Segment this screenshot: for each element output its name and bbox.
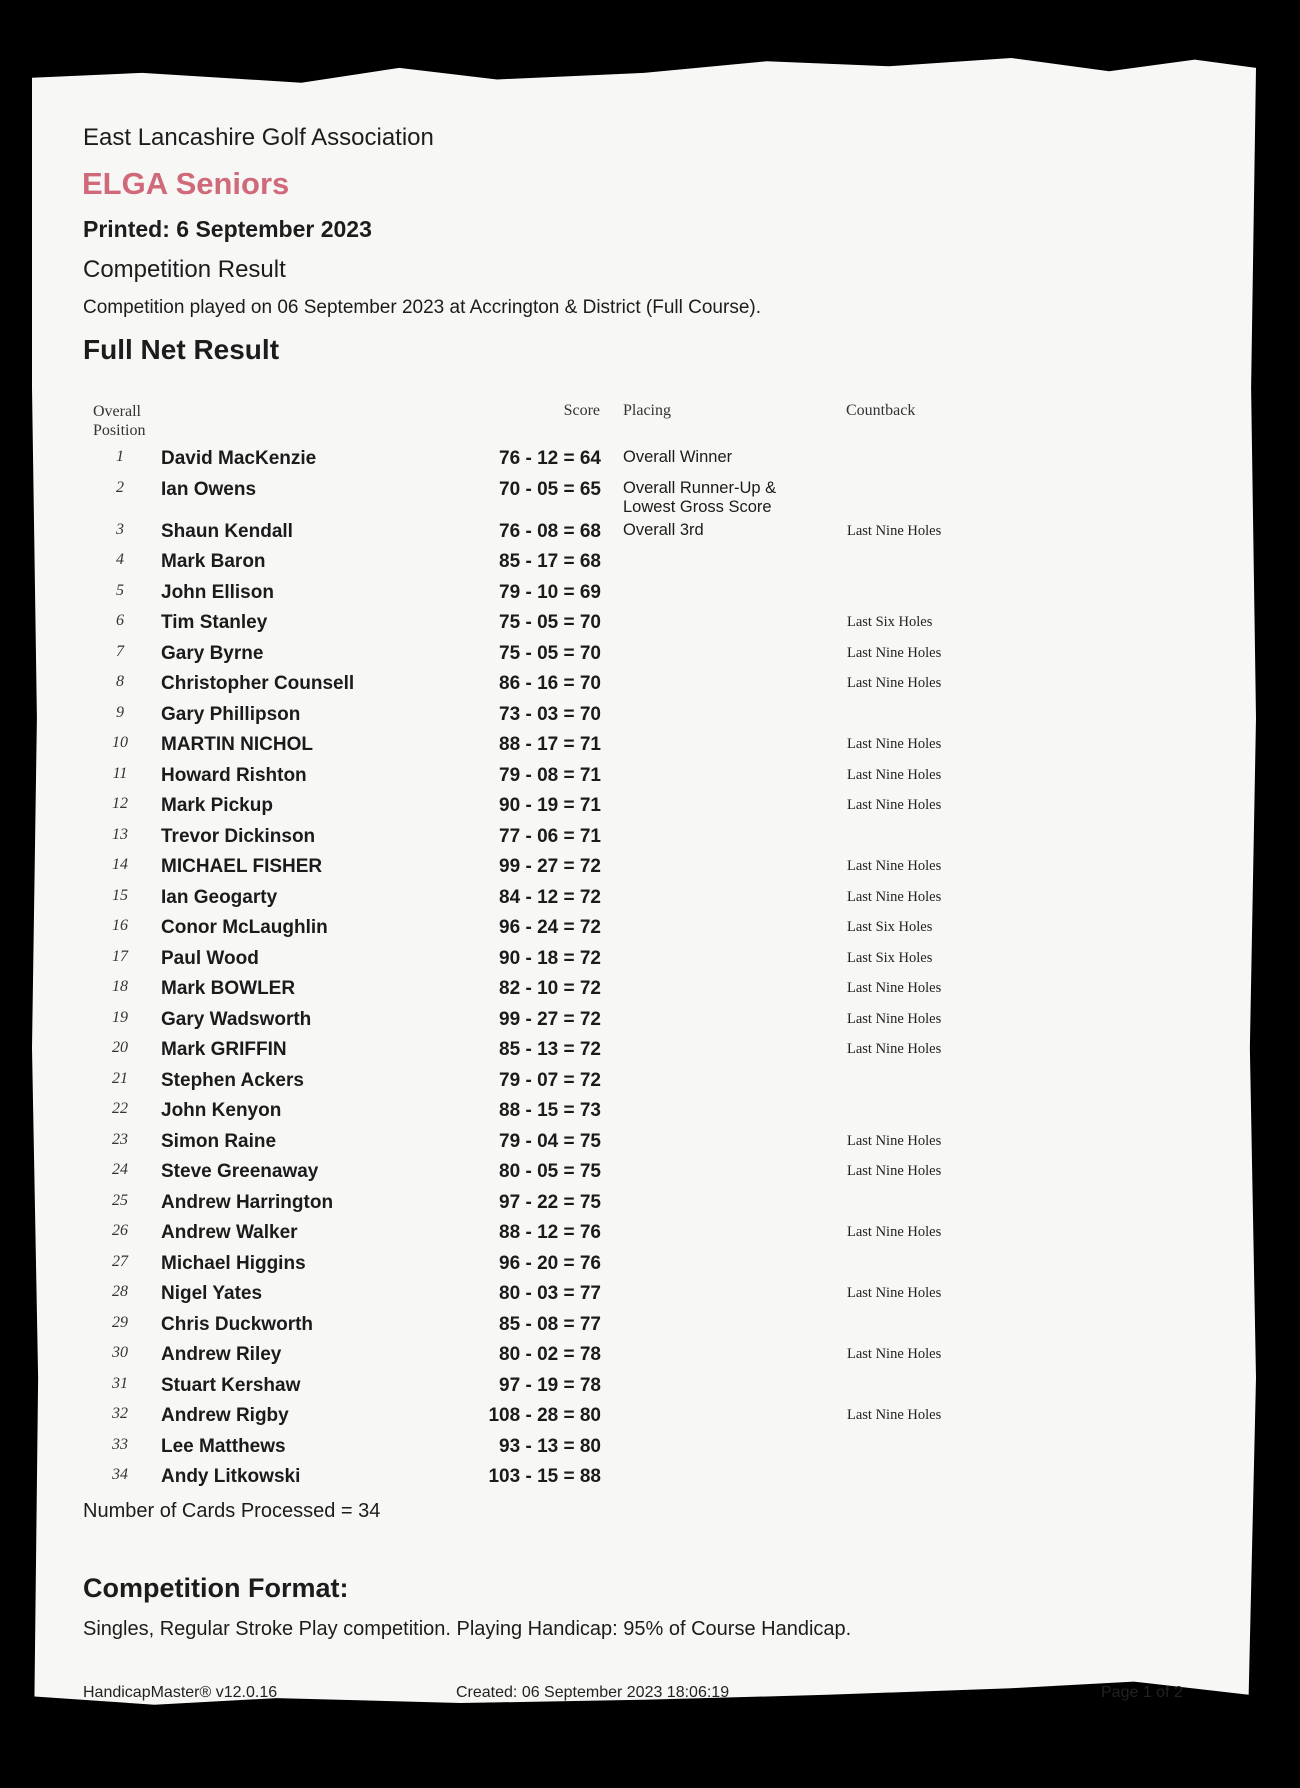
footer-software: HandicapMaster® v12.0.16 — [83, 1684, 278, 1701]
player-name: Mark Baron — [161, 551, 266, 572]
table-row — [0, 641, 1300, 672]
position-cell: 22 — [112, 1100, 128, 1117]
table-row — [0, 1434, 1300, 1465]
score-cell: 88 - 12 = 76 — [499, 1222, 601, 1243]
position-cell: 25 — [112, 1191, 128, 1209]
placing-cell: Overall 3rd — [623, 520, 704, 539]
format-heading: Competition Format: — [83, 1573, 349, 1603]
table-row — [0, 854, 1300, 885]
position-cell: 12 — [112, 795, 128, 812]
player-name: Stuart Kershaw — [161, 1374, 301, 1396]
score-cell: 82 - 10 = 72 — [499, 978, 601, 999]
player-name: Trevor Dickinson — [161, 825, 316, 847]
column-header-position-line1: Overall — [93, 403, 141, 420]
table-row — [0, 1251, 1300, 1282]
position-cell: 15 — [112, 886, 128, 904]
player-name: Andy Litkowski — [161, 1466, 301, 1487]
countback-cell: Last Nine Holes — [847, 1285, 942, 1301]
score-cell: 103 - 15 = 88 — [488, 1466, 601, 1487]
position-cell: 24 — [112, 1161, 128, 1178]
table-row — [0, 1068, 1300, 1099]
position-cell: 21 — [112, 1069, 128, 1087]
page-title: ELGA Seniors — [82, 166, 290, 201]
position-cell: 31 — [112, 1374, 128, 1392]
player-name: Gary Byrne — [161, 642, 264, 664]
table-row — [0, 824, 1300, 855]
player-name: Conor McLaughlin — [161, 917, 328, 938]
position-cell: 26 — [112, 1222, 128, 1239]
countback-cell: Last Nine Holes — [847, 1010, 942, 1027]
position-cell: 6 — [116, 612, 124, 629]
table-row — [0, 732, 1300, 763]
format-description: Singles, Regular Stroke Play competition. Playing Handicap: 95% of Course Handicap. — [83, 1618, 852, 1640]
score-cell: 79 - 10 = 69 — [499, 581, 601, 603]
countback-cell: Last Nine Holes — [847, 1224, 942, 1240]
table-row — [0, 702, 1300, 733]
score-cell: 88 - 17 = 71 — [499, 734, 601, 755]
score-cell: 84 - 12 = 72 — [499, 886, 601, 908]
column-header-score: Score — [563, 402, 600, 419]
position-cell: 30 — [112, 1344, 128, 1361]
player-name: Steve Greenaway — [161, 1161, 319, 1182]
table-row — [0, 1220, 1300, 1251]
score-cell: 80 - 03 = 77 — [499, 1283, 601, 1304]
countback-cell: Last Six Holes — [847, 919, 933, 935]
position-cell: 2 — [116, 478, 124, 496]
table-row — [0, 549, 1300, 580]
table-row — [0, 1281, 1300, 1312]
player-name: MICHAEL FISHER — [161, 856, 323, 877]
table-row — [0, 915, 1300, 946]
position-cell: 34 — [112, 1466, 128, 1483]
score-cell: 76 - 08 = 68 — [499, 520, 601, 542]
table-row — [0, 946, 1300, 977]
position-cell: 7 — [116, 642, 124, 660]
table-row — [0, 1159, 1300, 1190]
countback-cell: Last Nine Holes — [847, 1041, 942, 1057]
player-name: Mark Pickup — [161, 795, 273, 816]
score-cell: 90 - 18 = 72 — [499, 947, 601, 969]
countback-cell: Last Nine Holes — [847, 888, 942, 905]
countback-cell: Last Nine Holes — [847, 980, 942, 996]
player-name: Michael Higgins — [161, 1252, 306, 1274]
position-cell: 18 — [112, 978, 128, 995]
score-cell: 75 - 05 = 70 — [499, 642, 601, 664]
score-cell: 79 - 04 = 75 — [499, 1130, 601, 1152]
position-cell: 28 — [112, 1283, 128, 1300]
player-name: Howard Rishton — [161, 764, 307, 786]
player-name: Mark GRIFFIN — [161, 1039, 287, 1060]
table-row — [0, 1373, 1300, 1404]
player-name: Andrew Harrington — [161, 1191, 334, 1213]
table-row — [0, 477, 1300, 519]
score-cell: 70 - 05 = 65 — [499, 478, 601, 500]
player-name: Mark BOWLER — [161, 978, 296, 999]
player-name: Nigel Yates — [161, 1283, 263, 1304]
section-heading: Full Net Result — [83, 334, 280, 365]
score-cell: 86 - 16 = 70 — [499, 673, 601, 694]
column-header-position-line2: Position — [93, 422, 146, 439]
organisation-name: East Lancashire Golf Association — [83, 124, 434, 151]
table-row — [0, 976, 1300, 1007]
score-cell: 97 - 19 = 78 — [499, 1374, 601, 1396]
position-cell: 5 — [116, 581, 124, 599]
countback-cell: Last Nine Holes — [847, 675, 942, 691]
cards-processed: Number of Cards Processed = 34 — [83, 1500, 381, 1522]
table-row — [0, 446, 1300, 477]
table-row — [0, 1403, 1300, 1434]
score-cell: 96 - 24 = 72 — [499, 917, 601, 938]
score-cell: 85 - 17 = 68 — [499, 551, 601, 572]
score-cell: 88 - 15 = 73 — [499, 1100, 601, 1121]
position-cell: 17 — [112, 947, 128, 965]
position-cell: 8 — [116, 673, 124, 690]
score-cell: 80 - 05 = 75 — [499, 1161, 601, 1182]
player-name: David MacKenzie — [161, 448, 317, 469]
player-name: Simon Raine — [161, 1130, 277, 1152]
position-cell: 20 — [112, 1039, 128, 1056]
position-cell: 14 — [112, 856, 128, 873]
countback-cell: Last Nine Holes — [847, 1407, 942, 1423]
footer-page: Page 1 of 2 — [1101, 1684, 1183, 1701]
countback-cell: Last Nine Holes — [847, 1132, 942, 1149]
position-cell: 10 — [112, 734, 128, 751]
table-row — [0, 1190, 1300, 1221]
score-cell: 93 - 13 = 80 — [499, 1435, 601, 1457]
score-cell: 99 - 27 = 72 — [499, 856, 601, 877]
countback-cell: Last Nine Holes — [847, 736, 942, 752]
player-name: Paul Wood — [161, 947, 259, 969]
score-cell: 73 - 03 = 70 — [499, 703, 601, 725]
table-row — [0, 610, 1300, 641]
table-row — [0, 1098, 1300, 1129]
position-cell: 32 — [112, 1405, 128, 1422]
player-name: John Ellison — [161, 581, 274, 603]
score-cell: 79 - 07 = 72 — [499, 1069, 601, 1091]
score-cell: 77 - 06 = 71 — [499, 825, 601, 847]
countback-cell: Last Nine Holes — [847, 1346, 942, 1362]
player-name: Andrew Rigby — [161, 1405, 289, 1426]
score-cell: 108 - 28 = 80 — [488, 1405, 601, 1426]
table-row — [0, 1129, 1300, 1160]
countback-cell: Last Nine Holes — [847, 1163, 942, 1179]
player-name: Ian Geogarty — [161, 886, 278, 908]
placing-cell: Overall Winner — [623, 448, 733, 466]
player-name: Stephen Ackers — [161, 1069, 304, 1091]
player-name: Gary Phillipson — [161, 703, 301, 725]
column-header-countback: Countback — [846, 402, 916, 419]
table-row — [0, 671, 1300, 702]
position-cell: 1 — [116, 448, 124, 465]
position-cell: 13 — [112, 825, 128, 843]
results-table — [0, 446, 1300, 1495]
position-cell: 16 — [112, 917, 128, 934]
player-name: Andrew Riley — [161, 1344, 282, 1365]
score-cell: 75 - 05 = 70 — [499, 612, 601, 633]
printed-date: Printed: 6 September 2023 — [83, 216, 372, 242]
score-cell: 96 - 20 = 76 — [499, 1252, 601, 1274]
player-name: Christopher Counsell — [161, 673, 355, 694]
table-row — [0, 1342, 1300, 1373]
table-row — [0, 793, 1300, 824]
position-cell: 33 — [112, 1435, 128, 1453]
table-row — [0, 519, 1300, 550]
competition-subtitle: Competition Result — [83, 256, 286, 283]
table-row — [0, 1007, 1300, 1038]
player-name: Gary Wadsworth — [161, 1008, 312, 1030]
countback-cell: Last Nine Holes — [847, 766, 942, 783]
player-name: Andrew Walker — [161, 1222, 298, 1243]
position-cell: 3 — [116, 520, 124, 538]
position-cell: 27 — [112, 1252, 128, 1270]
table-row — [0, 1037, 1300, 1068]
score-cell: 80 - 02 = 78 — [499, 1344, 601, 1365]
score-cell: 85 - 13 = 72 — [499, 1039, 601, 1060]
position-cell: 29 — [112, 1313, 128, 1331]
score-cell: 97 - 22 = 75 — [499, 1191, 601, 1213]
countback-cell: Last Nine Holes — [847, 858, 942, 874]
player-name: Shaun Kendall — [161, 520, 293, 542]
countback-cell: Last Nine Holes — [847, 644, 942, 661]
score-cell: 79 - 08 = 71 — [499, 764, 601, 786]
placing-cell: Overall Runner-Up & Lowest Gross Score — [623, 478, 777, 516]
position-cell: 11 — [112, 764, 128, 782]
position-cell: 4 — [116, 551, 124, 568]
countback-cell: Last Nine Holes — [847, 797, 942, 813]
table-row — [0, 1312, 1300, 1343]
player-name: Chris Duckworth — [161, 1313, 314, 1335]
score-cell: 90 - 19 = 71 — [499, 795, 601, 816]
score-cell: 99 - 27 = 72 — [499, 1008, 601, 1030]
column-header-position — [93, 402, 145, 440]
table-row — [0, 1464, 1300, 1495]
position-cell: 19 — [112, 1008, 128, 1026]
column-header-placing: Placing — [623, 402, 671, 419]
countback-cell: Last Six Holes — [847, 949, 933, 966]
footer-created: Created: 06 September 2023 18:06:19 — [456, 1684, 730, 1701]
table-row — [0, 885, 1300, 916]
competition-details: Competition played on 06 September 2023 at Accrington & District (Full Course). — [83, 297, 761, 318]
player-name: Lee Matthews — [161, 1435, 286, 1457]
score-cell: 85 - 08 = 77 — [499, 1313, 601, 1335]
player-name: Tim Stanley — [161, 612, 268, 633]
table-row — [0, 580, 1300, 611]
countback-cell: Last Six Holes — [847, 614, 933, 630]
position-cell: 9 — [116, 703, 124, 721]
player-name: MARTIN NICHOL — [161, 734, 313, 755]
position-cell: 23 — [112, 1130, 128, 1148]
player-name: John Kenyon — [161, 1100, 282, 1121]
table-row — [0, 763, 1300, 794]
score-cell: 76 - 12 = 64 — [499, 448, 601, 469]
player-name: Ian Owens — [161, 478, 257, 500]
countback-cell: Last Nine Holes — [847, 522, 942, 539]
